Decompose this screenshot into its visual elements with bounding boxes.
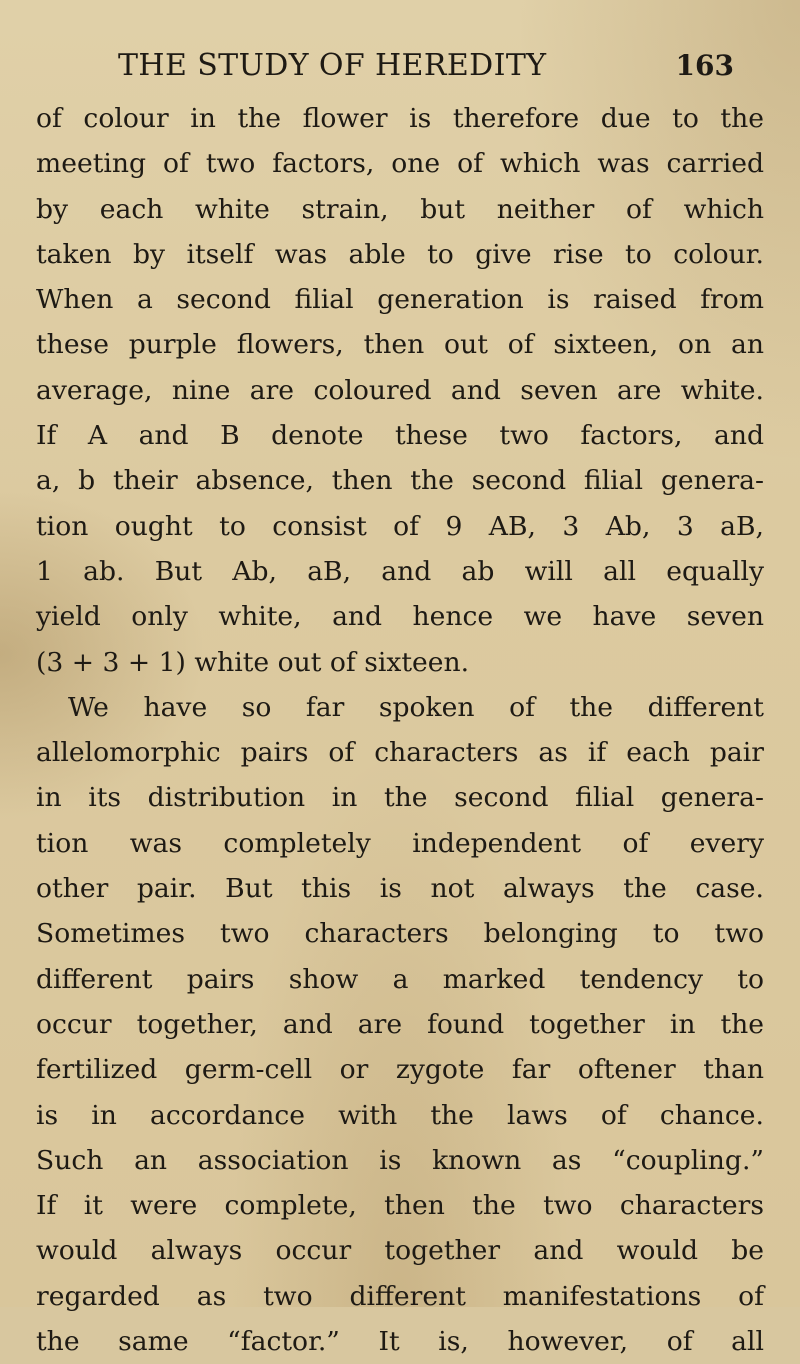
text-line: occur together, and are found together in the [36,1008,764,1040]
text-line: by each white strain, but neither of which [36,193,764,225]
text-line: in its distribution in the second filial genera- [36,782,764,814]
text-line: (3 + 3 + 1) white out of sixteen. [36,646,470,678]
text-line: When a second filial generation is raised from [36,284,764,316]
text-line: tion was completely independent of every [36,827,764,859]
text-line: If it were complete, then the two characters [36,1190,764,1222]
text-line: tion ought to consist of 9 AB, 3 Ab, 3 aB, [36,510,764,542]
text-line: different pairs show a marked tendency to [36,963,764,995]
text-line: yield only white, and hence we have seven [36,601,764,633]
text-line: 1 ab. But Ab, aB, and ab will all equally [36,555,764,587]
text-line: a, b their absence, then the second filial genera- [36,465,764,497]
text-line: would always occur together and would be [36,1235,764,1267]
text-line: these purple flowers, then out of sixteen, on an [36,329,764,361]
text-line: If A and B denote these two factors, and [36,420,764,452]
running-title: THE STUDY OF HEREDITY [118,48,547,83]
text-line: is in accordance with the laws of chance. [36,1099,764,1131]
text-line: regarded as two different manifestations of [36,1280,764,1312]
page-number: 163 [675,49,734,82]
text-line: average, nine are coloured and seven are white. [36,374,764,406]
running-head [36,44,764,88]
text-line: allelomorphic pairs of characters as if each pair [36,737,764,769]
text-line: the same “factor.” It is, however, of all [36,1326,764,1358]
text-line: of colour in the flower is therefore due to the [36,103,764,134]
body-text [36,96,764,1364]
text-line: other pair. But this is not always the case. [36,873,764,905]
text-line: meeting of two factors, one of which was carried [36,148,764,180]
text-line: Such an association is known as “coupling.” [36,1144,764,1176]
text-line: taken by itself was able to give rise to colour. [36,238,764,270]
text-line: Sometimes two characters belonging to two [36,918,764,950]
text-line: We have so far spoken of the different [68,691,764,723]
text-line: fertilized germ-cell or zygote far oftener than [36,1054,764,1086]
